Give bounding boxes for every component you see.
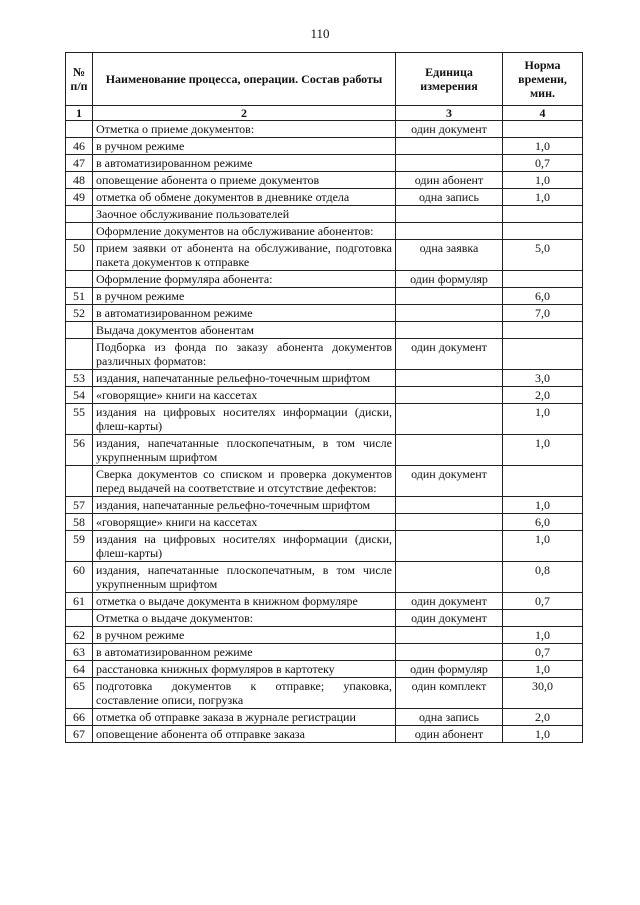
row-unit: один документ — [396, 121, 503, 138]
column-number: 2 — [93, 106, 396, 121]
row-name: в автоматизированном режиме — [93, 305, 396, 322]
row-norm: 1,0 — [503, 189, 583, 206]
row-name: оповещение абонента о приеме документов — [93, 172, 396, 189]
row-number: 53 — [66, 370, 93, 387]
row-norm: 0,7 — [503, 644, 583, 661]
row-number: 48 — [66, 172, 93, 189]
row-unit — [396, 404, 503, 435]
row-norm: 1,0 — [503, 627, 583, 644]
row-name: в автоматизированном режиме — [93, 155, 396, 172]
row-norm: 3,0 — [503, 370, 583, 387]
row-norm: 2,0 — [503, 709, 583, 726]
header-unit: Единица измерения — [396, 53, 503, 106]
table-row — [66, 240, 583, 271]
row-norm — [503, 610, 583, 627]
table-row — [66, 370, 583, 387]
table-row — [66, 155, 583, 172]
row-number — [66, 466, 93, 497]
row-number — [66, 206, 93, 223]
table-row — [66, 189, 583, 206]
row-number: 50 — [66, 240, 93, 271]
table-row — [66, 644, 583, 661]
row-norm: 2,0 — [503, 387, 583, 404]
row-unit: один документ — [396, 466, 503, 497]
row-unit: одна заявка — [396, 240, 503, 271]
row-norm: 1,0 — [503, 404, 583, 435]
column-number: 3 — [396, 106, 503, 121]
row-norm: 1,0 — [503, 138, 583, 155]
row-unit: один абонент — [396, 172, 503, 189]
row-unit: один формуляр — [396, 661, 503, 678]
table-body — [66, 121, 583, 743]
row-unit: один абонент — [396, 726, 503, 743]
table-row — [66, 514, 583, 531]
row-unit: одна запись — [396, 189, 503, 206]
table-row — [66, 387, 583, 404]
row-unit — [396, 644, 503, 661]
row-number: 57 — [66, 497, 93, 514]
row-number: 55 — [66, 404, 93, 435]
table-row — [66, 322, 583, 339]
table-row — [66, 678, 583, 709]
row-name: Выдача документов абонентам — [93, 322, 396, 339]
row-unit — [396, 514, 503, 531]
row-number: 47 — [66, 155, 93, 172]
table-row — [66, 223, 583, 240]
row-name: в ручном режиме — [93, 138, 396, 155]
row-norm: 1,0 — [503, 531, 583, 562]
row-unit — [396, 155, 503, 172]
row-unit — [396, 138, 503, 155]
row-unit — [396, 562, 503, 593]
page-number: 110 — [310, 26, 330, 41]
row-unit: один комплект — [396, 678, 503, 709]
row-name: Заочное обслуживание пользователей — [93, 206, 396, 223]
row-unit: один формуляр — [396, 271, 503, 288]
row-unit: один документ — [396, 593, 503, 610]
row-number: 66 — [66, 709, 93, 726]
row-norm — [503, 121, 583, 138]
row-norm — [503, 339, 583, 370]
row-name: Отметка о приеме документов: — [93, 121, 396, 138]
row-number: 62 — [66, 627, 93, 644]
table-row — [66, 206, 583, 223]
table-header-row — [66, 53, 583, 106]
row-name: прием заявки от абонента на обслуживание, подготовка пакета документов к отправке — [93, 240, 396, 271]
table-row — [66, 593, 583, 610]
row-norm — [503, 206, 583, 223]
row-name: в ручном режиме — [93, 627, 396, 644]
column-number: 1 — [66, 106, 93, 121]
row-number: 46 — [66, 138, 93, 155]
row-name: в ручном режиме — [93, 288, 396, 305]
row-number: 56 — [66, 435, 93, 466]
row-number: 61 — [66, 593, 93, 610]
column-numbers-row — [66, 106, 583, 121]
row-name: издания, напечатанные рельефно-точечным шрифтом — [93, 497, 396, 514]
row-name: «говорящие» книги на кассетах — [93, 514, 396, 531]
table-row — [66, 339, 583, 370]
row-number: 49 — [66, 189, 93, 206]
row-name: издания на цифровых носителях информации (диски, флеш-карты) — [93, 531, 396, 562]
row-number: 64 — [66, 661, 93, 678]
table-row — [66, 466, 583, 497]
row-norm: 1,0 — [503, 497, 583, 514]
row-norm: 1,0 — [503, 172, 583, 189]
row-norm: 1,0 — [503, 661, 583, 678]
row-number: 60 — [66, 562, 93, 593]
table-row — [66, 172, 583, 189]
table-row — [66, 288, 583, 305]
table-row — [66, 709, 583, 726]
row-number: 54 — [66, 387, 93, 404]
table-row — [66, 138, 583, 155]
row-name: издания на цифровых носителях информации (диски, флеш-карты) — [93, 404, 396, 435]
row-name: отметка о выдаче документа в книжном формуляре — [93, 593, 396, 610]
table-row — [66, 435, 583, 466]
row-name: Оформление формуляра абонента: — [93, 271, 396, 288]
row-name: Подборка из фонда по заказу абонента документов различных форматов: — [93, 339, 396, 370]
row-norm: 1,0 — [503, 726, 583, 743]
row-unit: одна запись — [396, 709, 503, 726]
row-number: 65 — [66, 678, 93, 709]
row-norm: 6,0 — [503, 514, 583, 531]
row-number — [66, 610, 93, 627]
row-norm: 0,7 — [503, 155, 583, 172]
row-unit — [396, 387, 503, 404]
header-name: Наименование процесса, операции. Состав работы — [93, 53, 396, 106]
row-name: оповещение абонента об отправке заказа — [93, 726, 396, 743]
table-row — [66, 531, 583, 562]
table-row — [66, 610, 583, 627]
row-name: Оформление документов на обслуживание абонентов: — [93, 223, 396, 240]
table-row — [66, 627, 583, 644]
row-norm — [503, 466, 583, 497]
row-name: издания, напечатанные плоскопечатным, в том числе укрупненным шрифтом — [93, 562, 396, 593]
row-number — [66, 271, 93, 288]
row-number: 58 — [66, 514, 93, 531]
row-unit: один документ — [396, 339, 503, 370]
row-name: издания, напечатанные рельефно-точечным шрифтом — [93, 370, 396, 387]
row-unit — [396, 370, 503, 387]
row-name: отметка об отправке заказа в журнале регистрации — [93, 709, 396, 726]
row-norm: 7,0 — [503, 305, 583, 322]
row-norm — [503, 322, 583, 339]
row-unit — [396, 288, 503, 305]
column-number: 4 — [503, 106, 583, 121]
row-number: 52 — [66, 305, 93, 322]
row-norm: 0,8 — [503, 562, 583, 593]
row-unit — [396, 497, 503, 514]
row-norm: 30,0 — [503, 678, 583, 709]
table-row — [66, 404, 583, 435]
row-number: 59 — [66, 531, 93, 562]
row-number: 63 — [66, 644, 93, 661]
row-norm: 0,7 — [503, 593, 583, 610]
row-unit — [396, 223, 503, 240]
row-name: отметка об обмене документов в дневнике отдела — [93, 189, 396, 206]
row-norm: 6,0 — [503, 288, 583, 305]
row-name: Отметка о выдаче документов: — [93, 610, 396, 627]
header-num: № п/п — [66, 53, 93, 106]
row-unit — [396, 531, 503, 562]
table-row — [66, 726, 583, 743]
table-row — [66, 661, 583, 678]
row-name: Сверка документов со списком и проверка документов перед выдачей на соответствие и отсутствие дефектов: — [93, 466, 396, 497]
table-row — [66, 121, 583, 138]
row-number — [66, 223, 93, 240]
time-norms-table — [65, 52, 583, 743]
row-norm: 5,0 — [503, 240, 583, 271]
row-number: 67 — [66, 726, 93, 743]
row-unit — [396, 435, 503, 466]
row-unit: один документ — [396, 610, 503, 627]
row-number — [66, 339, 93, 370]
row-number: 51 — [66, 288, 93, 305]
row-norm: 1,0 — [503, 435, 583, 466]
row-name: «говорящие» книги на кассетах — [93, 387, 396, 404]
table-row — [66, 497, 583, 514]
table-row — [66, 305, 583, 322]
table-row — [66, 271, 583, 288]
row-unit — [396, 305, 503, 322]
row-name: расстановка книжных формуляров в картотеку — [93, 661, 396, 678]
header-norm: Норма времени, мин. — [503, 53, 583, 106]
row-name: подготовка документов к отправке; упаковка, составление описи, погрузка — [93, 678, 396, 709]
row-name: издания, напечатанные плоскопечатным, в том числе укрупненным шрифтом — [93, 435, 396, 466]
row-number — [66, 121, 93, 138]
row-name: в автоматизированном режиме — [93, 644, 396, 661]
row-norm — [503, 223, 583, 240]
row-unit — [396, 206, 503, 223]
row-unit — [396, 627, 503, 644]
row-norm — [503, 271, 583, 288]
table-row — [66, 562, 583, 593]
row-unit — [396, 322, 503, 339]
row-number — [66, 322, 93, 339]
